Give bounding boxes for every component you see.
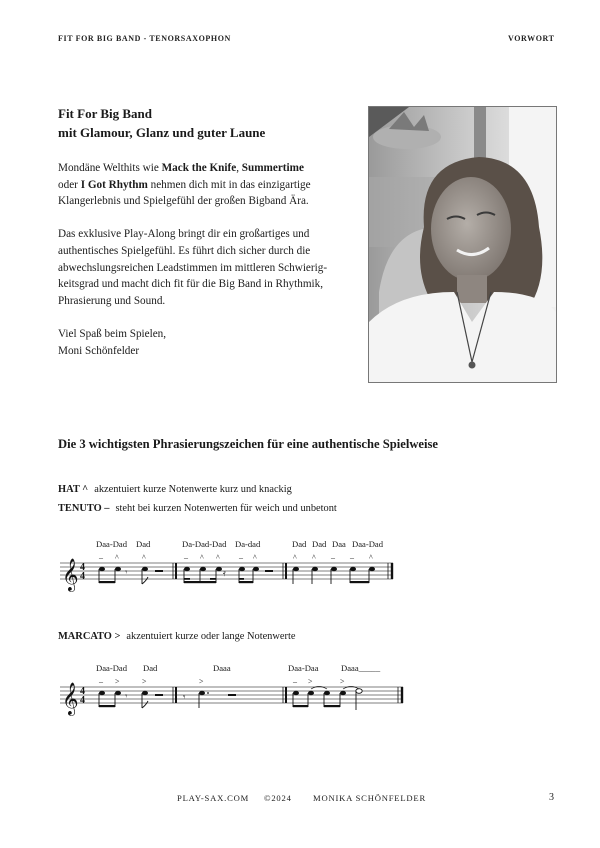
portrait-neck	[457, 275, 487, 303]
syllable: Daa-Daa	[288, 663, 319, 673]
note-head	[184, 567, 190, 571]
necklace-pendant	[469, 362, 476, 369]
intro-section	[58, 104, 358, 376]
beam	[99, 581, 115, 583]
beam	[184, 581, 216, 583]
hat-accent: ^	[115, 553, 119, 562]
intro-closing	[58, 326, 358, 359]
hat-accent: ^	[200, 553, 204, 562]
note-head	[142, 567, 148, 571]
text-line: Das exklusive Play-Along bringt dir ein großartiges und	[58, 228, 310, 241]
text-line: Phrasierung und Sound.	[58, 294, 166, 307]
portrait-face	[431, 177, 511, 281]
desc-tenuto: steht bei kurzen Notenwerten für weich und unbetont	[115, 503, 337, 514]
marcato-accent: >	[308, 677, 313, 686]
half-rest	[155, 570, 163, 572]
text-run: Klangerlebnis und Spielgefühl der großen Bigband Ära.	[58, 195, 309, 208]
intro-subtitle: mit Glamour, Glanz und guter Laune	[58, 125, 266, 140]
tenuto-mark: –	[99, 677, 103, 686]
half-rest	[155, 694, 163, 696]
text-line: keitsgrad und macht dich fit für die Big Band in Rhythmik,	[58, 278, 324, 291]
quarter-rest	[265, 570, 273, 572]
tenuto-mark: –	[239, 553, 243, 562]
note-head	[293, 691, 299, 695]
time-signature-top: 4	[80, 562, 85, 573]
intro-paragraph-2	[58, 226, 358, 309]
syllable: Dad	[292, 539, 307, 549]
note-head	[239, 567, 245, 571]
eighth-rest-icon: 𝄾	[125, 567, 128, 577]
phrasing-section-title: Die 3 wichtigsten Phrasierungszeichen für eine authentische Spielweise	[58, 437, 439, 451]
syllable: Dad	[136, 539, 151, 549]
marcato-accent: >	[115, 677, 120, 686]
note-head	[115, 567, 121, 571]
note-head	[369, 567, 375, 571]
definition-tenuto	[58, 503, 337, 514]
intro-paragraph-1	[58, 160, 358, 210]
quarter-rest	[228, 694, 236, 696]
beam	[239, 581, 253, 583]
running-header-title: FIT FOR BIG BAND - TENORSAXOPHON	[58, 34, 231, 43]
beam-16th	[239, 578, 244, 580]
closing-line: Viel Spaß beim Spielen,	[58, 327, 167, 340]
beam	[293, 705, 308, 707]
song-title-mack-the-knife: Mack the Knife	[161, 162, 237, 174]
running-header-section: VORWORT	[508, 34, 555, 43]
tenuto-mark: –	[331, 553, 335, 562]
footer-author: MONIKA SCHÖNFELDER	[313, 793, 426, 803]
footer-site: PLAY-SAX.COM	[177, 793, 250, 803]
note-head	[293, 567, 299, 571]
text-run: ,	[236, 162, 242, 174]
syllable: Daa	[332, 539, 346, 549]
text-run: nehmen dich mit in das einzigartige	[147, 178, 311, 191]
desc-marcato: akzentuiert kurze oder lange Notenwerte	[126, 631, 296, 642]
note-head	[199, 691, 205, 695]
treble-clef-icon: 𝄞	[62, 684, 79, 715]
note-head	[350, 567, 356, 571]
definition-marcato	[58, 631, 295, 642]
treble-clef-icon: 𝄞	[62, 560, 79, 591]
note-head	[340, 691, 346, 695]
desc-hat: akzentuiert kurze Notenwerte kurz und knackig	[94, 484, 292, 495]
song-title-i-got-rhythm: I Got Rhythm	[80, 178, 148, 191]
song-title-summertime: Summertime	[241, 162, 304, 174]
beam-16th	[210, 578, 216, 580]
beam	[350, 581, 369, 583]
beam	[99, 705, 115, 707]
beam	[324, 705, 340, 707]
eighth-rest-icon: 𝄾	[183, 692, 186, 702]
time-signature-bottom: 4	[80, 695, 85, 706]
marcato-accent: >	[142, 677, 147, 686]
signature: Moni Schönfelder	[58, 344, 140, 357]
text-run: Mondäne Welthits wie	[58, 162, 162, 174]
tenuto-mark: –	[350, 553, 354, 562]
syllable: Da-Dad-Dad	[182, 539, 227, 549]
hat-accent: ^	[293, 553, 297, 562]
time-signature-top: 4	[80, 686, 85, 697]
eighth-rest-icon: 𝄾	[125, 691, 128, 701]
music-staff-2	[55, 674, 410, 724]
page-number: 3	[549, 792, 555, 803]
portrait-photo	[368, 106, 557, 383]
hat-accent: ^	[369, 553, 373, 562]
term-hat: HAT ^	[58, 484, 89, 495]
dot	[207, 692, 209, 694]
note-head	[99, 567, 105, 571]
note-head	[253, 567, 259, 571]
hat-accent: ^	[216, 553, 220, 562]
note-head	[216, 567, 222, 571]
syllable: Daa-Dad	[96, 663, 128, 673]
note-head	[324, 691, 330, 695]
note-head	[99, 691, 105, 695]
portrait-image	[369, 107, 556, 382]
music-staff-1	[55, 550, 400, 600]
term-marcato: MARCATO >	[58, 631, 121, 642]
note-head	[331, 567, 337, 571]
hat-accent: ^	[142, 553, 146, 562]
measure-3	[292, 677, 362, 710]
term-tenuto: TENUTO –	[58, 503, 110, 514]
hat-accent: ^	[312, 553, 316, 562]
syllable: Da-dad	[235, 539, 261, 549]
note-flag	[142, 701, 148, 708]
note-flag	[142, 577, 148, 584]
sixteenth-rest-icon: 𝄿	[223, 568, 226, 578]
time-signature-bottom: 4	[80, 571, 85, 582]
text-run: oder	[58, 178, 81, 191]
syllable: Daa-Dad	[96, 539, 128, 549]
text-line: abwechslungsreichen Leadstimmen im mittleren Schwierig-	[58, 261, 328, 274]
note-head	[115, 691, 121, 695]
marcato-accent: >	[199, 677, 204, 686]
note-head	[312, 567, 318, 571]
syllable: Dad	[143, 663, 158, 673]
tenuto-mark: –	[293, 677, 297, 686]
staff-lines	[60, 563, 393, 579]
tenuto-mark: –	[184, 553, 188, 562]
note-head	[308, 691, 314, 695]
marcato-accent: >	[340, 677, 345, 686]
note-head	[142, 691, 148, 695]
syllable: Daa-Dad	[352, 539, 384, 549]
text-line: authentisches Spielgefühl. Es führt dich sicher durch die	[58, 244, 311, 257]
syllable: Daaa	[213, 663, 231, 673]
definition-hat	[58, 484, 292, 495]
syllable: Daaa_____	[341, 663, 381, 673]
half-note-head	[356, 689, 362, 694]
note-head	[200, 567, 206, 571]
footer-copyright: ©2024	[264, 793, 292, 803]
intro-title: Fit For Big Band	[58, 106, 153, 121]
tenuto-mark: –	[99, 553, 103, 562]
beam-16th	[184, 578, 190, 580]
hat-accent: ^	[253, 553, 257, 562]
syllable: Dad	[312, 539, 327, 549]
